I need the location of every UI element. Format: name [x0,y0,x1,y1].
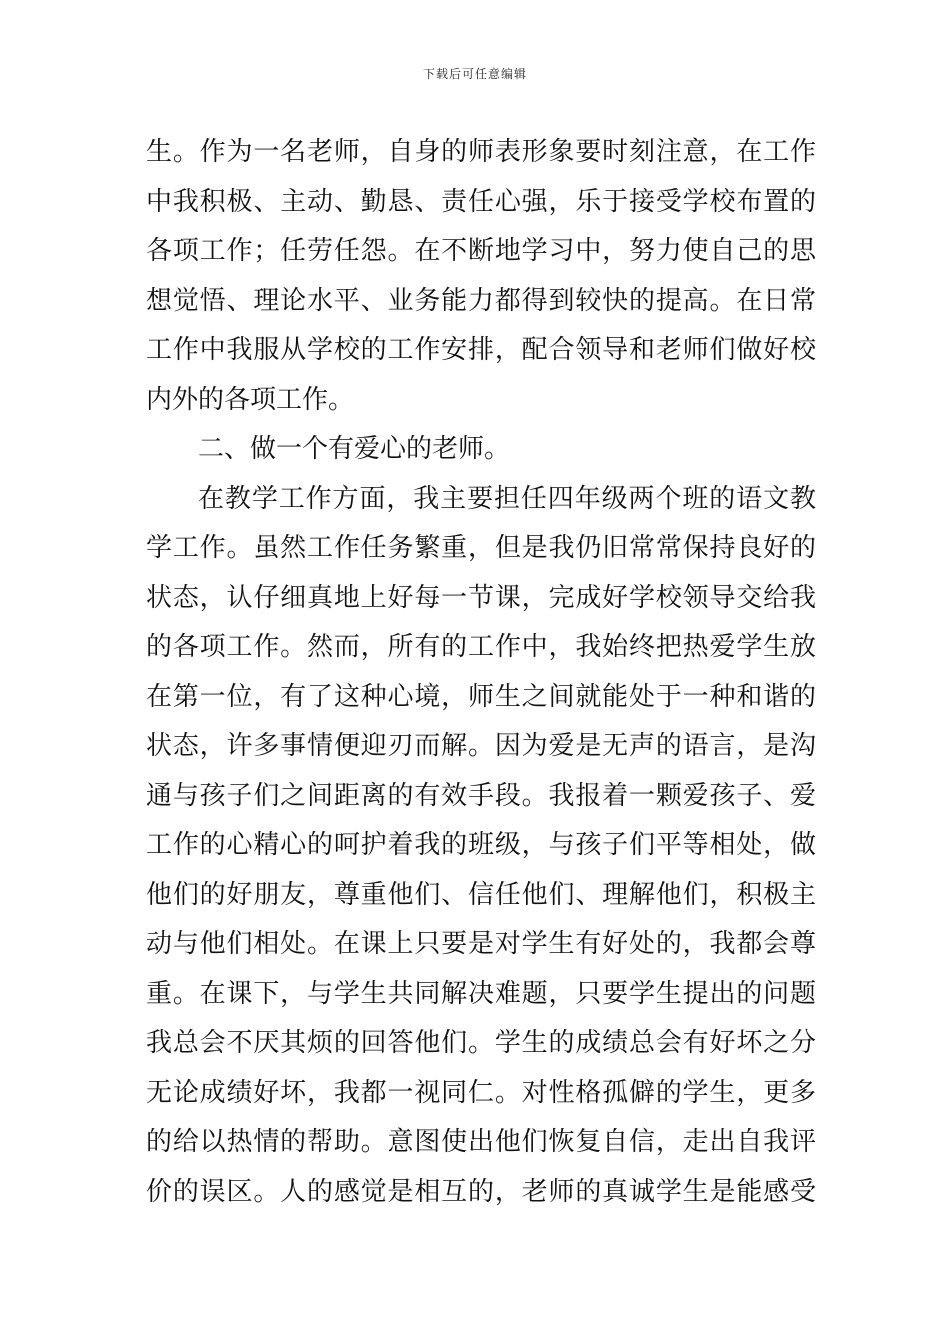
text-line: 通与孩子们之间距离的有效手段。我报着一颗爱孩子、爱 [146,780,816,811]
text-line: 的各项工作。然而，所有的工作中，我始终把热爱学生放 [146,632,816,662]
text-line: 我总会不厌其烦的回答他们。学生的成绩总会有好坏之分 [146,1028,816,1058]
text-line: 在教学工作方面，我主要担任四年级两个班的语文教 [198,483,816,514]
document-body [146,128,816,1217]
text-line: 他们的好朋友，尊重他们、信任他们、理解他们，积极主 [146,879,816,910]
text-line: 重。在课下，与学生共同解决难题，只要学生提出的问题 [146,978,816,1009]
section-heading: 二、做一个有爱心的老师。 [198,434,511,464]
text-line: 学工作。虽然工作任务繁重，但是我仍旧常常保持良好的 [146,533,816,563]
text-line: 生。作为一名老师，自身的师表形象要时刻注意，在工作 [146,137,816,167]
text-line: 想觉悟、理论水平、业务能力都得到较快的提高。在日常 [146,285,816,316]
text-line: 工作中我服从学校的工作安排，配合领导和老师们做好校 [146,335,816,365]
text-line: 各项工作；任劳任怨。在不断地学习中，努力使自己的思 [146,236,816,266]
text-line: 价的误区。人的感觉是相互的，老师的真诚学生是能感受 [146,1176,816,1207]
page-header: 下载后可任意编辑 [422,67,527,81]
text-line: 状态，认仔细真地上好每一节课，完成好学校领导交给我 [146,582,816,613]
text-line: 动与他们相处。在课上只要是对学生有好处的，我都会尊 [146,929,816,959]
text-line: 无论成绩好坏，我都一视同仁。对性格孤僻的学生，更多 [146,1077,816,1108]
text-line: 内外的各项工作。 [146,384,355,415]
text-line: 状态，许多事情便迎刃而解。因为爱是无声的语言，是沟 [146,731,816,761]
text-line: 中我积极、主动、勤恳、责任心强，乐于接受学校布置的 [146,186,816,217]
text-line: 在第一位，有了这种心境，师生之间就能处于一种和谐的 [146,681,816,712]
text-line: 的给以热情的帮助。意图使出他们恢复自信，走出自我评 [146,1127,816,1157]
text-line: 工作的心精心的呵护着我的班级，与孩子们平等相处，做 [146,830,816,860]
